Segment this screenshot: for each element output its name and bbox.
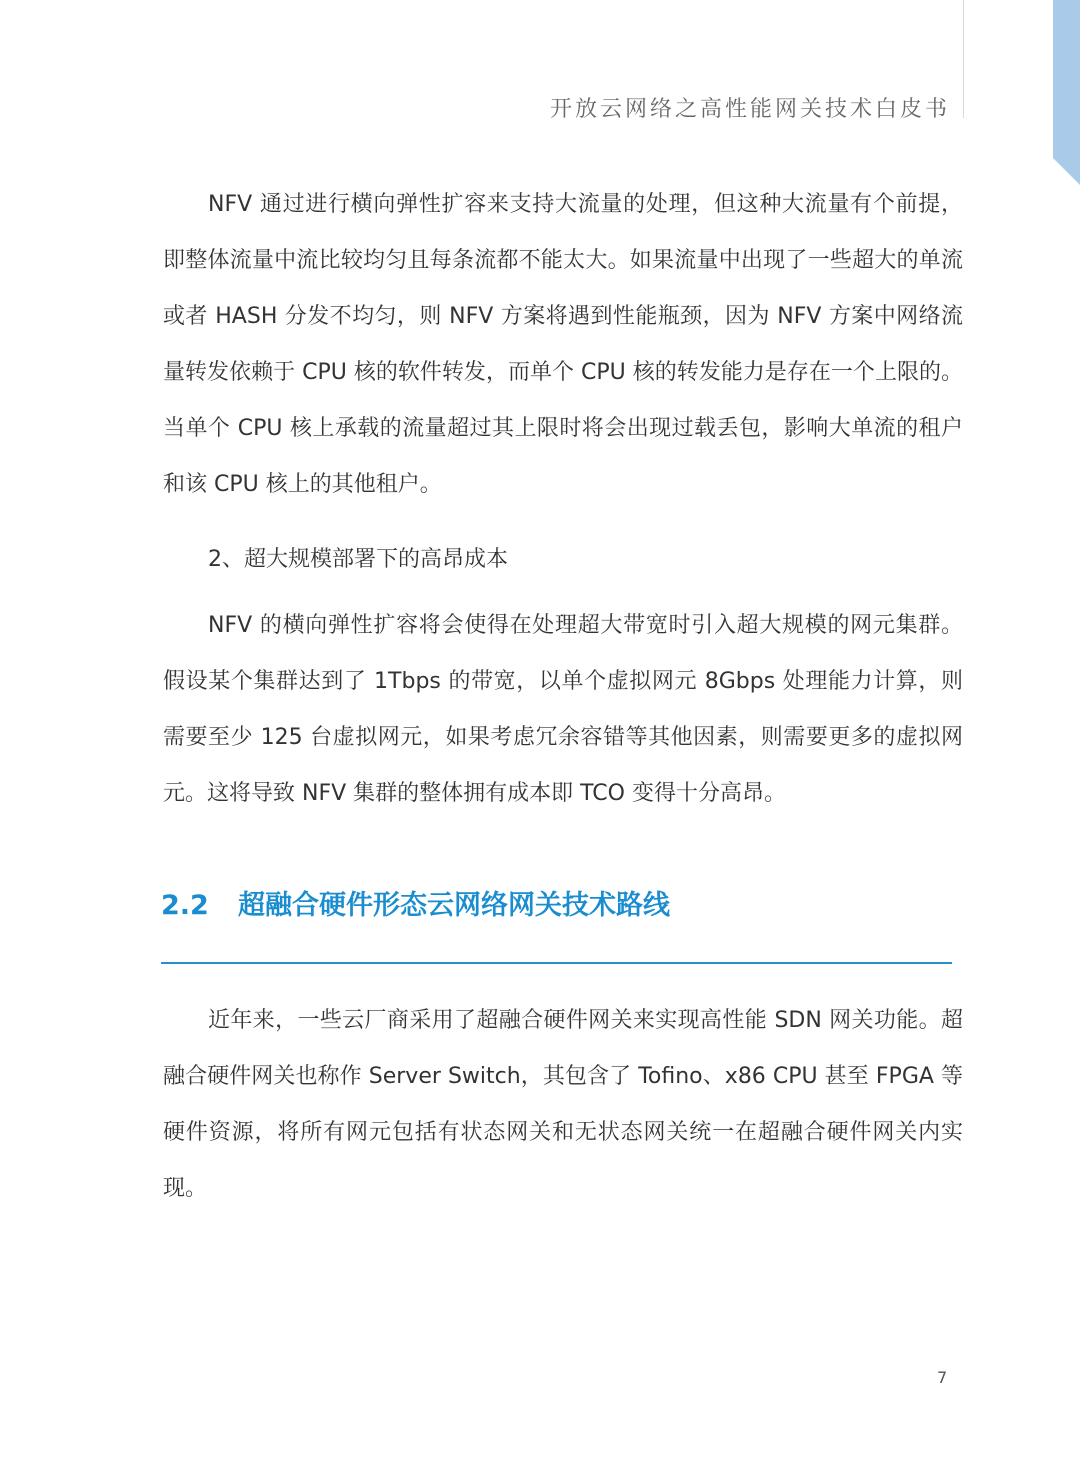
paragraph-hyperconverged-gateway: 近年来，一些云厂商采用了超融合硬件网关来实现高性能 SDN 网关功能。超融合硬件网关也称作 Server Switch，其包含了 Tofino、x86 CPU 甚至 FPGA 等硬件资源，将所有网元包括有状态网关和无状态网关统一在超融合硬件网关内实现。 — [163, 1008, 963, 1201]
section-divider — [161, 962, 952, 964]
section-heading — [161, 883, 670, 927]
corner-tab-shape — [1053, 0, 1080, 185]
paragraph-nfv-scale-cost: NFV 的横向弹性扩容将会使得在处理超大带宽时引入超大规模的网元集群。假设某个集群达到了 1Tbps 的带宽，以单个虚拟网元 8Gbps 处理能力计算，则需要至少 125 台虚拟网元，如果考虑冗余容错等其他因素，则需要更多的虚拟网元。这将导致 NFV 集群的整体拥有成本即 TCO 变得十分高昂。 — [163, 613, 963, 806]
subheading-high-cost: 2、超大规模部署下的高昂成本 — [208, 547, 508, 572]
corner-tab-decoration — [1053, 0, 1080, 185]
page-number: 7 — [937, 1368, 948, 1387]
paragraph-nfv-limits: NFV 通过进行横向弹性扩容来支持大流量的处理，但这种大流量有个前提，即整体流量中流比较均匀且每条流都不能太大。如果流量中出现了一些超大的单流或者 HASH 分发不均匀，则 NFV 方案将遇到性能瓶颈，因为 NFV 方案中网络流量转发依赖于 CPU 核的软件转发，而单个 CPU 核的转发能力是存在一个上限的。当单个 CPU 核上承载的流量超过其上限时将会出现过载丢包，影响大单流的租户和该 CPU 核上的其他租户。 — [163, 192, 963, 497]
header-divider — [963, 0, 964, 118]
section-title: 超融合硬件形态云网络网关技术路线 — [238, 890, 670, 921]
section-number: 2.2 — [161, 890, 209, 921]
document-title: 开放云网络之高性能网关技术白皮书 — [549, 97, 950, 122]
